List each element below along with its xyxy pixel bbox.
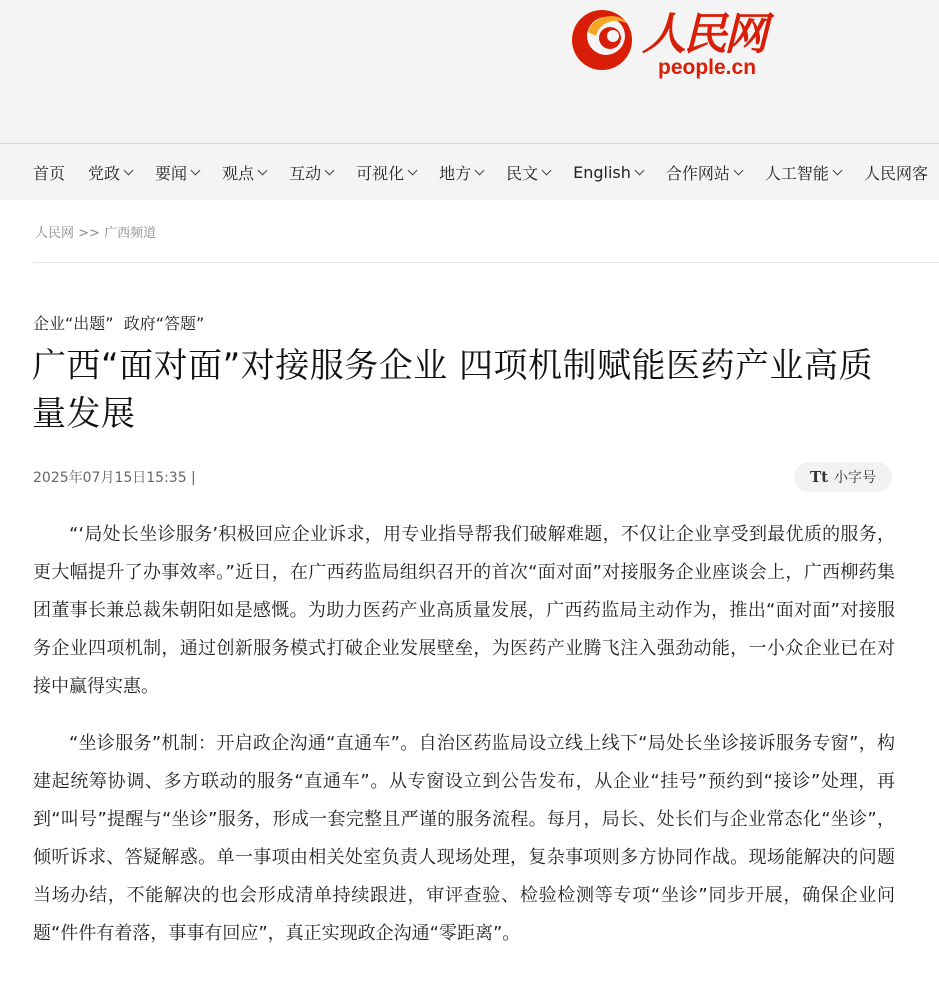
nav-item-label: 可视化 bbox=[356, 163, 405, 183]
nav-item-6[interactable] bbox=[439, 161, 483, 184]
logo-english-text: people.cn bbox=[658, 56, 757, 79]
main-nav bbox=[0, 143, 939, 200]
article-paragraph: “‘局处长坐诊服务’积极回应企业诉求，用专业指导帮我们破解难题，不仅让企业享受到最优质的服务，更大幅提升了办事效率。”近日，在广西药监局组织召开的首次“面对面”对接服务企业座谈会上，广西柳药集团董事长兼总裁朱朝阳如是感慨。为助力医药产业高质量发展，广西药监局主动作为，推出“面对面”对接服务企业四项机制，通过创新服务模式打破企业发展壁垒，为医药产业腾飞注入强劲动能，一小众企业已在对接中赢得实惠。 bbox=[33, 524, 895, 697]
nav-item-label: 人工智能 bbox=[764, 163, 829, 183]
article-body bbox=[33, 516, 895, 972]
chevron-down-icon bbox=[733, 165, 743, 175]
nav-item-4[interactable] bbox=[289, 161, 333, 184]
nav-item-8[interactable] bbox=[573, 163, 643, 182]
chevron-down-icon bbox=[475, 165, 485, 175]
nav-item-7[interactable] bbox=[506, 161, 550, 184]
nav-item-label: 首页 bbox=[33, 163, 66, 183]
nav-item-label: 合作网站 bbox=[665, 163, 730, 183]
article-date: 2025年07月15日15:35 | bbox=[33, 470, 196, 486]
nav-item-0[interactable] bbox=[33, 161, 65, 184]
font-size-toggle-label: 小字号 bbox=[834, 470, 877, 486]
nav-item-label: 人民网客 bbox=[863, 163, 928, 183]
chevron-down-icon bbox=[258, 165, 268, 175]
people-cn-logo[interactable] bbox=[566, 2, 786, 84]
chevron-down-icon bbox=[325, 165, 335, 175]
breadcrumb bbox=[35, 222, 156, 241]
nav-item-2[interactable] bbox=[155, 161, 199, 184]
breadcrumb-divider bbox=[33, 262, 939, 263]
nav-list bbox=[0, 144, 939, 200]
chevron-down-icon bbox=[191, 165, 201, 175]
nav-item-3[interactable] bbox=[222, 161, 266, 184]
nav-item-1[interactable] bbox=[88, 161, 132, 184]
nav-item-11[interactable] bbox=[864, 161, 928, 184]
chevron-down-icon bbox=[124, 165, 134, 175]
font-size-toggle-button[interactable] bbox=[794, 462, 892, 492]
chevron-down-icon bbox=[408, 165, 418, 175]
chevron-down-icon bbox=[832, 165, 842, 175]
nav-item-label: 互动 bbox=[289, 163, 322, 183]
nav-item-label: English bbox=[573, 162, 631, 182]
logo-chinese-text: 人民网 bbox=[642, 9, 765, 60]
site-header bbox=[0, 0, 939, 143]
breadcrumb-channel-link[interactable]: 广西频道 bbox=[104, 226, 157, 241]
nav-item-label: 观点 bbox=[222, 163, 255, 183]
nav-item-5[interactable] bbox=[356, 161, 416, 184]
article-pretitle: 企业“出题” 政府“答题” bbox=[33, 314, 205, 333]
nav-item-10[interactable] bbox=[765, 161, 841, 184]
nav-item-label: 地方 bbox=[439, 163, 472, 183]
nav-item-9[interactable] bbox=[666, 161, 742, 184]
font-size-icon: Tt bbox=[809, 468, 829, 486]
chevron-down-icon bbox=[634, 165, 644, 175]
article-paragraph: “坐诊服务”机制：开启政企沟通“直通车”。自治区药监局设立线上线下“局处长坐诊接诉服务专窗”，构建起统筹协调、多方联动的服务“直通车”。从专窗设立到公告发布，从企业“挂号”预约到“接诊”处理，再到“叫号”提醒与“坐诊”服务，形成一套完整且严谨的服务流程。每月，局长、处长们与企业常态化“坐诊”，倾听诉求、答疑解惑。单一事项由相关处室负责人现场处理，复杂事项则多方协同作战。现场能解决的问题当场办结，不能解决的也会形成清单持续跟进，审评查验、检验检测等专项“坐诊”同步开展，确保企业问题“件件有着落，事事有回应”，真正实现政企沟通“零距离”。 bbox=[33, 733, 895, 944]
nav-item-label: 要闻 bbox=[155, 163, 188, 183]
breadcrumb-separator: >> bbox=[74, 226, 105, 241]
chevron-down-icon bbox=[542, 165, 552, 175]
breadcrumb-home-link[interactable]: 人民网 bbox=[35, 226, 75, 241]
logo-swirl-icon bbox=[566, 2, 638, 74]
article-title: 广西“面对面”对接服务企业 四项机制赋能医药产业高质量发展 bbox=[32, 346, 874, 434]
nav-item-label: 党政 bbox=[88, 163, 121, 183]
nav-item-label: 民文 bbox=[506, 163, 539, 183]
